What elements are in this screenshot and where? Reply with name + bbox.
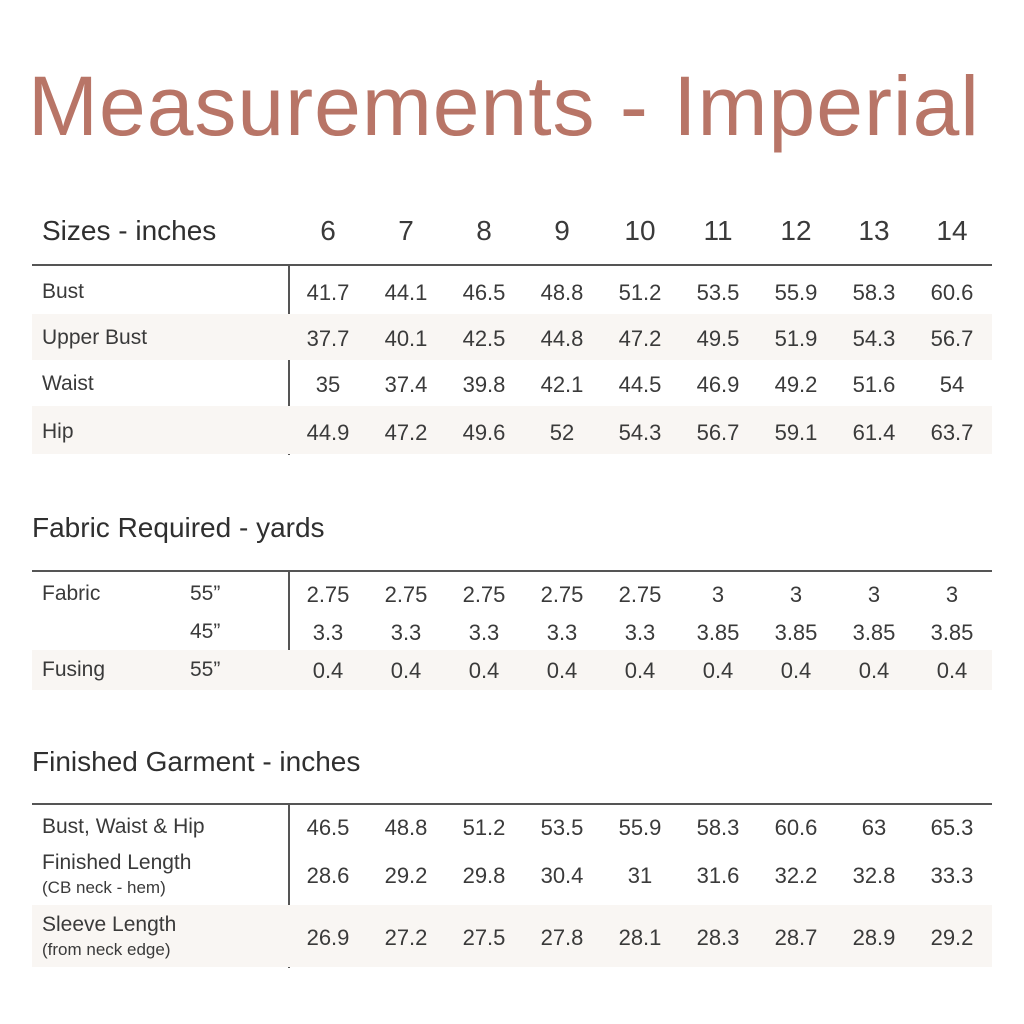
cell: 29.2 <box>384 863 428 888</box>
cell: 51.9 <box>774 326 818 351</box>
cell: 3 <box>945 582 959 607</box>
row-label: Sleeve Length <box>42 913 177 936</box>
cell: 46.5 <box>306 815 350 840</box>
size-14: 14 <box>936 215 968 246</box>
cell: 31 <box>627 863 653 888</box>
cell: 0.4 <box>936 658 968 683</box>
cell: 2.75 <box>618 582 662 607</box>
cell: 3 <box>711 582 725 607</box>
size-6: 6 <box>320 215 336 246</box>
cell: 27.8 <box>540 925 584 950</box>
row-label: Fabric <box>42 582 101 605</box>
table-row-bust-waist-hip <box>32 807 992 845</box>
fabric-required-table <box>32 508 992 698</box>
cell: 40.1 <box>384 326 428 351</box>
cell: 3.85 <box>696 620 740 645</box>
cell: 30.4 <box>540 863 584 888</box>
cell: 0.4 <box>468 658 500 683</box>
size-7: 7 <box>398 215 414 246</box>
cell: 48.8 <box>384 815 428 840</box>
cell: 32.2 <box>774 863 818 888</box>
cell: 47.2 <box>618 326 662 351</box>
cell: 51.2 <box>618 280 662 305</box>
table-row-hip <box>32 406 992 454</box>
cell: 27.5 <box>462 925 506 950</box>
cell: 44.9 <box>306 420 350 445</box>
cell: 0.4 <box>546 658 578 683</box>
header-divider <box>32 264 992 266</box>
cell: 2.75 <box>306 582 350 607</box>
cell: 31.6 <box>696 863 740 888</box>
table-row-fabric-45 <box>32 612 992 650</box>
page-title: Measurements - Imperial <box>28 59 980 153</box>
row-label: Finished Length <box>42 851 192 874</box>
row-label: Bust <box>42 280 85 303</box>
garment-divider <box>32 803 992 805</box>
cell: 46.9 <box>696 372 740 397</box>
cell: 2.75 <box>540 582 584 607</box>
cell: 48.8 <box>540 280 584 305</box>
row-label: Hip <box>42 420 74 443</box>
row-label: Waist <box>42 372 94 395</box>
cell: 0.4 <box>780 658 812 683</box>
cell: 29.8 <box>462 863 506 888</box>
cell: 28.7 <box>774 925 818 950</box>
cell: 28.3 <box>696 925 740 950</box>
cell: 39.8 <box>462 372 506 397</box>
cell: 56.7 <box>930 326 974 351</box>
row-sublabel: (from neck edge) <box>42 940 171 959</box>
cell: 0.4 <box>312 658 344 683</box>
cell: 0.4 <box>702 658 734 683</box>
table-row-upper-bust <box>32 314 992 360</box>
cell: 3 <box>789 582 803 607</box>
cell: 28.9 <box>852 925 896 950</box>
fabric-width: 45” <box>190 620 221 643</box>
cell: 33.3 <box>930 863 974 888</box>
cell: 44.1 <box>384 280 428 305</box>
cell: 58.3 <box>852 280 896 305</box>
cell: 32.8 <box>852 863 896 888</box>
cell: 3.85 <box>930 620 974 645</box>
fabric-width: 55” <box>190 658 221 681</box>
cell: 3 <box>867 582 881 607</box>
table-row-bust <box>32 268 992 314</box>
cell: 54.3 <box>618 420 662 445</box>
cell: 56.7 <box>696 420 740 445</box>
body-measurements-table <box>32 205 992 465</box>
cell: 54 <box>939 372 965 397</box>
finished-garment-table <box>32 742 992 974</box>
cell: 42.5 <box>462 326 506 351</box>
garment-section-heading: Finished Garment - inches <box>32 746 361 777</box>
row-label: Fusing <box>42 658 106 681</box>
size-10: 10 <box>624 215 656 246</box>
cell: 2.75 <box>384 582 428 607</box>
size-9: 9 <box>554 215 570 246</box>
cell: 63 <box>861 815 887 840</box>
size-12: 12 <box>780 215 812 246</box>
cell: 49.5 <box>696 326 740 351</box>
table-row-fabric-55 <box>32 574 992 612</box>
cell: 55.9 <box>618 815 662 840</box>
cell: 3.3 <box>468 620 500 645</box>
cell: 60.6 <box>774 815 818 840</box>
cell: 3.3 <box>390 620 422 645</box>
cell: 35 <box>315 372 341 397</box>
cell: 0.4 <box>624 658 656 683</box>
cell: 54.3 <box>852 326 896 351</box>
size-13: 13 <box>858 215 890 246</box>
cell: 37.4 <box>384 372 428 397</box>
table-row-finished-length <box>32 845 992 905</box>
cell: 53.5 <box>696 280 740 305</box>
cell: 60.6 <box>930 280 974 305</box>
fabric-section-heading: Fabric Required - yards <box>32 512 325 543</box>
row-sublabel: (CB neck - hem) <box>42 878 166 897</box>
cell: 53.5 <box>540 815 584 840</box>
cell: 44.8 <box>540 326 584 351</box>
table-row-fusing <box>32 650 992 690</box>
cell: 37.7 <box>306 326 350 351</box>
fabric-width: 55” <box>190 582 221 605</box>
cell: 47.2 <box>384 420 428 445</box>
sizes-header-label: Sizes - inches <box>42 215 217 246</box>
cell: 44.5 <box>618 372 662 397</box>
fabric-divider <box>32 570 992 572</box>
cell: 63.7 <box>930 420 974 445</box>
cell: 2.75 <box>462 582 506 607</box>
cell: 42.1 <box>540 372 584 397</box>
cell: 3.85 <box>852 620 896 645</box>
cell: 0.4 <box>858 658 890 683</box>
cell: 27.2 <box>384 925 428 950</box>
cell: 52 <box>549 420 575 445</box>
sizes-header-row <box>32 205 992 255</box>
cell: 58.3 <box>696 815 740 840</box>
cell: 51.2 <box>462 815 506 840</box>
cell: 29.2 <box>930 925 974 950</box>
cell: 65.3 <box>930 815 974 840</box>
cell: 49.6 <box>462 420 506 445</box>
row-label: Bust, Waist & Hip <box>42 815 205 838</box>
table-row-waist <box>32 360 992 406</box>
size-11: 11 <box>703 215 733 246</box>
cell: 46.5 <box>462 280 506 305</box>
cell: 51.6 <box>852 372 896 397</box>
cell: 26.9 <box>306 925 350 950</box>
table-row-sleeve-length <box>32 905 992 967</box>
cell: 41.7 <box>306 280 350 305</box>
cell: 61.4 <box>852 420 896 445</box>
cell: 0.4 <box>390 658 422 683</box>
cell: 3.3 <box>312 620 344 645</box>
cell: 55.9 <box>774 280 818 305</box>
cell: 28.6 <box>306 863 350 888</box>
cell: 28.1 <box>618 925 662 950</box>
cell: 49.2 <box>774 372 818 397</box>
size-8: 8 <box>476 215 492 246</box>
cell: 3.3 <box>546 620 578 645</box>
cell: 3.3 <box>624 620 656 645</box>
cell: 59.1 <box>774 420 818 445</box>
row-label: Upper Bust <box>42 326 148 349</box>
cell: 3.85 <box>774 620 818 645</box>
